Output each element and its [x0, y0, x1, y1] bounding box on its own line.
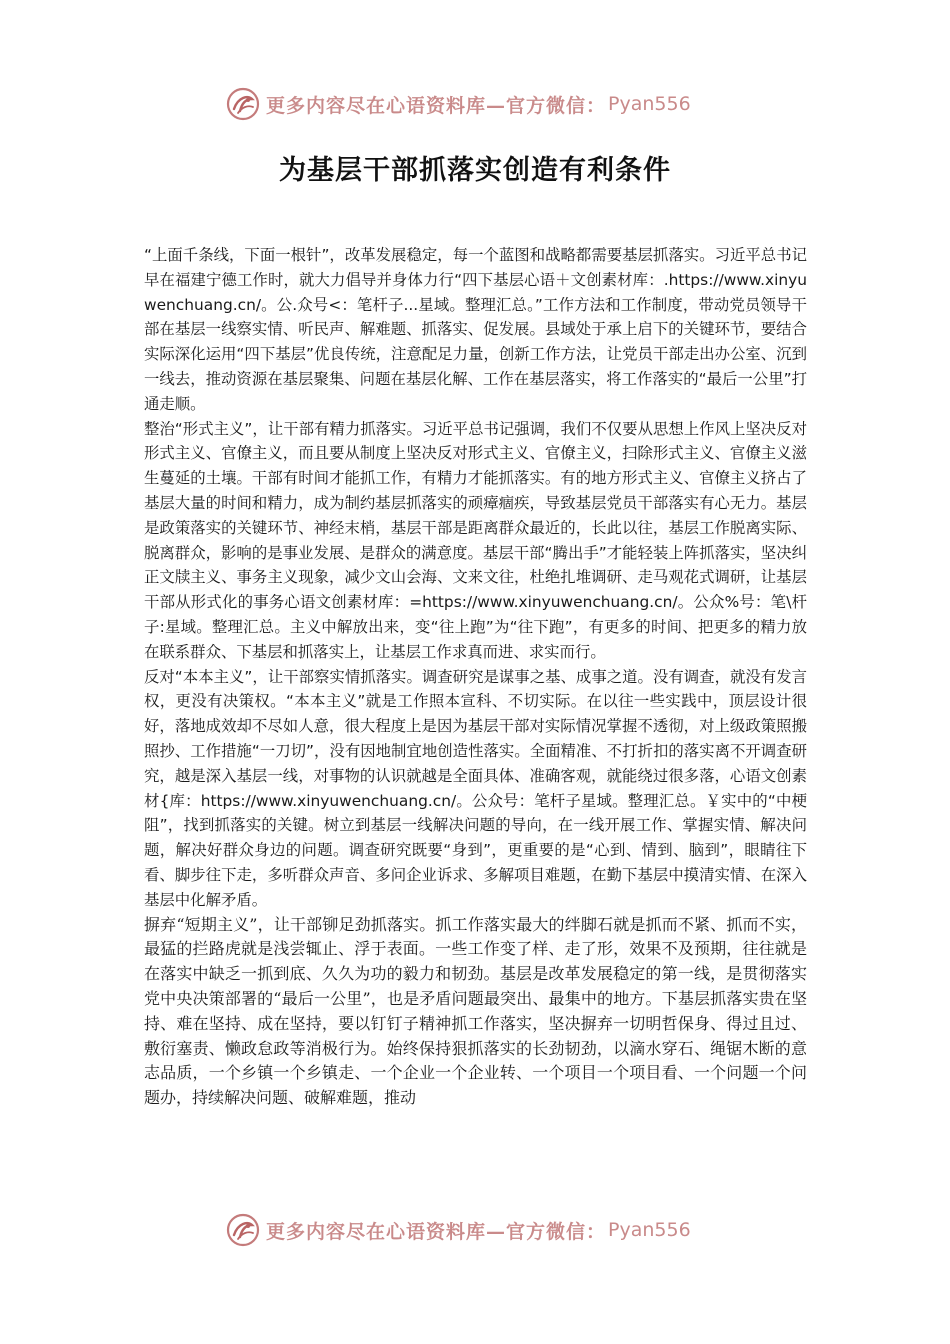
footer-banner	[226, 1212, 726, 1248]
banner-text: 更多内容尽在心语资料库—官方微信：	[266, 1220, 607, 1243]
swirl-logo-icon	[226, 1213, 260, 1247]
paragraph: “上面千条线，下面一根针”，改革发展稳定，每一个蓝图和战略都需要基层抓落实。习近平总书记早在福建宁德工作时，就大力倡导并身体力行“四下基层心语＋文创素材库：.https://www.xinyuwenchuang.cn/。公.众号<：笔杆子...星域。整理汇总。”工作方法和工作制度，带动党员领导干部在基层一线察实情、听民声、解难题、抓落实、促发展。县域处于承上启下的关键环节，要结合实际深化运用“四下基层”优良传统，注意配足力量，创新工作方法，让党员干部走出办公室、沉到一线去，推动资源在基层聚集、问题在基层化解、工作在基层落实，将工作落实的“最后一公里”打通走顺。	[144, 246, 807, 413]
swirl-logo-icon	[226, 87, 260, 121]
banner-wechat-id: Pyan556	[608, 93, 691, 115]
paragraph: 反对“本本主义”，让干部察实情抓落实。调查研究是谋事之基、成事之道。没有调查，就没有发言权，更没有决策权。“本本主义”就是工作照本宣科、不切实际。在以往一些实践中，顶层设计很好，落地成效却不尽如人意，很大程度上是因为基层干部对实际情况掌握不透彻，对上级政策照搬照抄、工作措施“一刀切”，没有因地制宜地创造性落实。全面精准、不打折扣的落实离不开调查研究，越是深入基层一线，对事物的认识就越是全面具体、准确客观，就能绕过很多落，心语文创素材{库：https://www.xinyuwenchuang.cn/。公众号：笔杆子星域。整理汇总。￥实中的“中梗阻”，找到抓落实的关键。树立到基层一线解决问题的导向，在一线开展工作、掌握实情、解决问题，解决好群众身边的问题。调查研究既要“身到”，更重要的是“心到、情到、脑到”，眼睛往下看、脚步往下走，多听群众声音、多问企业诉求、多解项目难题，在勤下基层中摸清实情、在深入基层中化解矛盾。	[144, 667, 807, 909]
document-body	[144, 243, 807, 1111]
paragraph: 整治“形式主义”，让干部有精力抓落实。习近平总书记强调，我们不仅要从思想上作风上坚决反对形式主义、官僚主义，而且要从制度上坚决反对形式主义、官僚主义，扫除形式主义、官僚主义滋生蔓延的土壤。干部有时间才能抓工作，有精力才能抓落实。有的地方形式主义、官僚主义挤占了基层大量的时间和精力，成为制约基层抓落实的顽瘴痼疾，导致基层党员干部落实有心无力。基层是政策落实的关键环节、神经末梢，基层干部是距离群众最近的，长此以往，基层工作脱离实际、脱离群众，影响的是事业发展、是群众的满意度。基层干部“腾出手”才能轻装上阵抓落实，坚决纠正文牍主义、事务主义现象，减少文山会海、文来文往，杜绝扎堆调研、走马观花式调研，让基层干部从形式化的事务心语文创素材库：=https://www.xinyuwenchuang.cn/。公众%号：笔\杆子:星域。整理汇总。主义中解放出来，变“往上跑”为“往下跑”，有更多的时间、把更多的精力放在联系群众、下基层和抓落实上，让基层工作求真而进、求实而行。	[144, 419, 807, 661]
banner-text: 更多内容尽在心语资料库—官方微信：	[266, 94, 607, 117]
header-banner	[226, 86, 726, 122]
paragraph: 摒弃“短期主义”，让干部铆足劲抓落实。抓工作落实最大的绊脚石就是抓而不紧、抓而不实，最猛的拦路虎就是浅尝辄止、浮于表面。一些工作变了样、走了形，效果不及预期，往往就是在落实中缺乏一抓到底、久久为功的毅力和韧劲。基层是改革发展稳定的第一线，是贯彻落实党中央决策部署的“最后一公里”，也是矛盾问题最突出、最集中的地方。下基层抓落实贵在坚持、难在坚持、成在坚持，要以钉钉子精神抓工作落实，坚决摒弃一切明哲保身、得过且过、敷衍塞责、懒政怠政等消极行为。始终保持狠抓落实的长劲韧劲，以滴水穿石、绳锯木断的意志品质，一个乡镇一个乡镇走、一个企业一个企业转、一个项目一个项目看、一个问题一个问题办，持续解决问题、破解难题，推动	[144, 914, 807, 1108]
banner-wechat-id: Pyan556	[608, 1219, 691, 1241]
document-title: 为基层干部抓落实创造有利条件	[279, 155, 671, 186]
